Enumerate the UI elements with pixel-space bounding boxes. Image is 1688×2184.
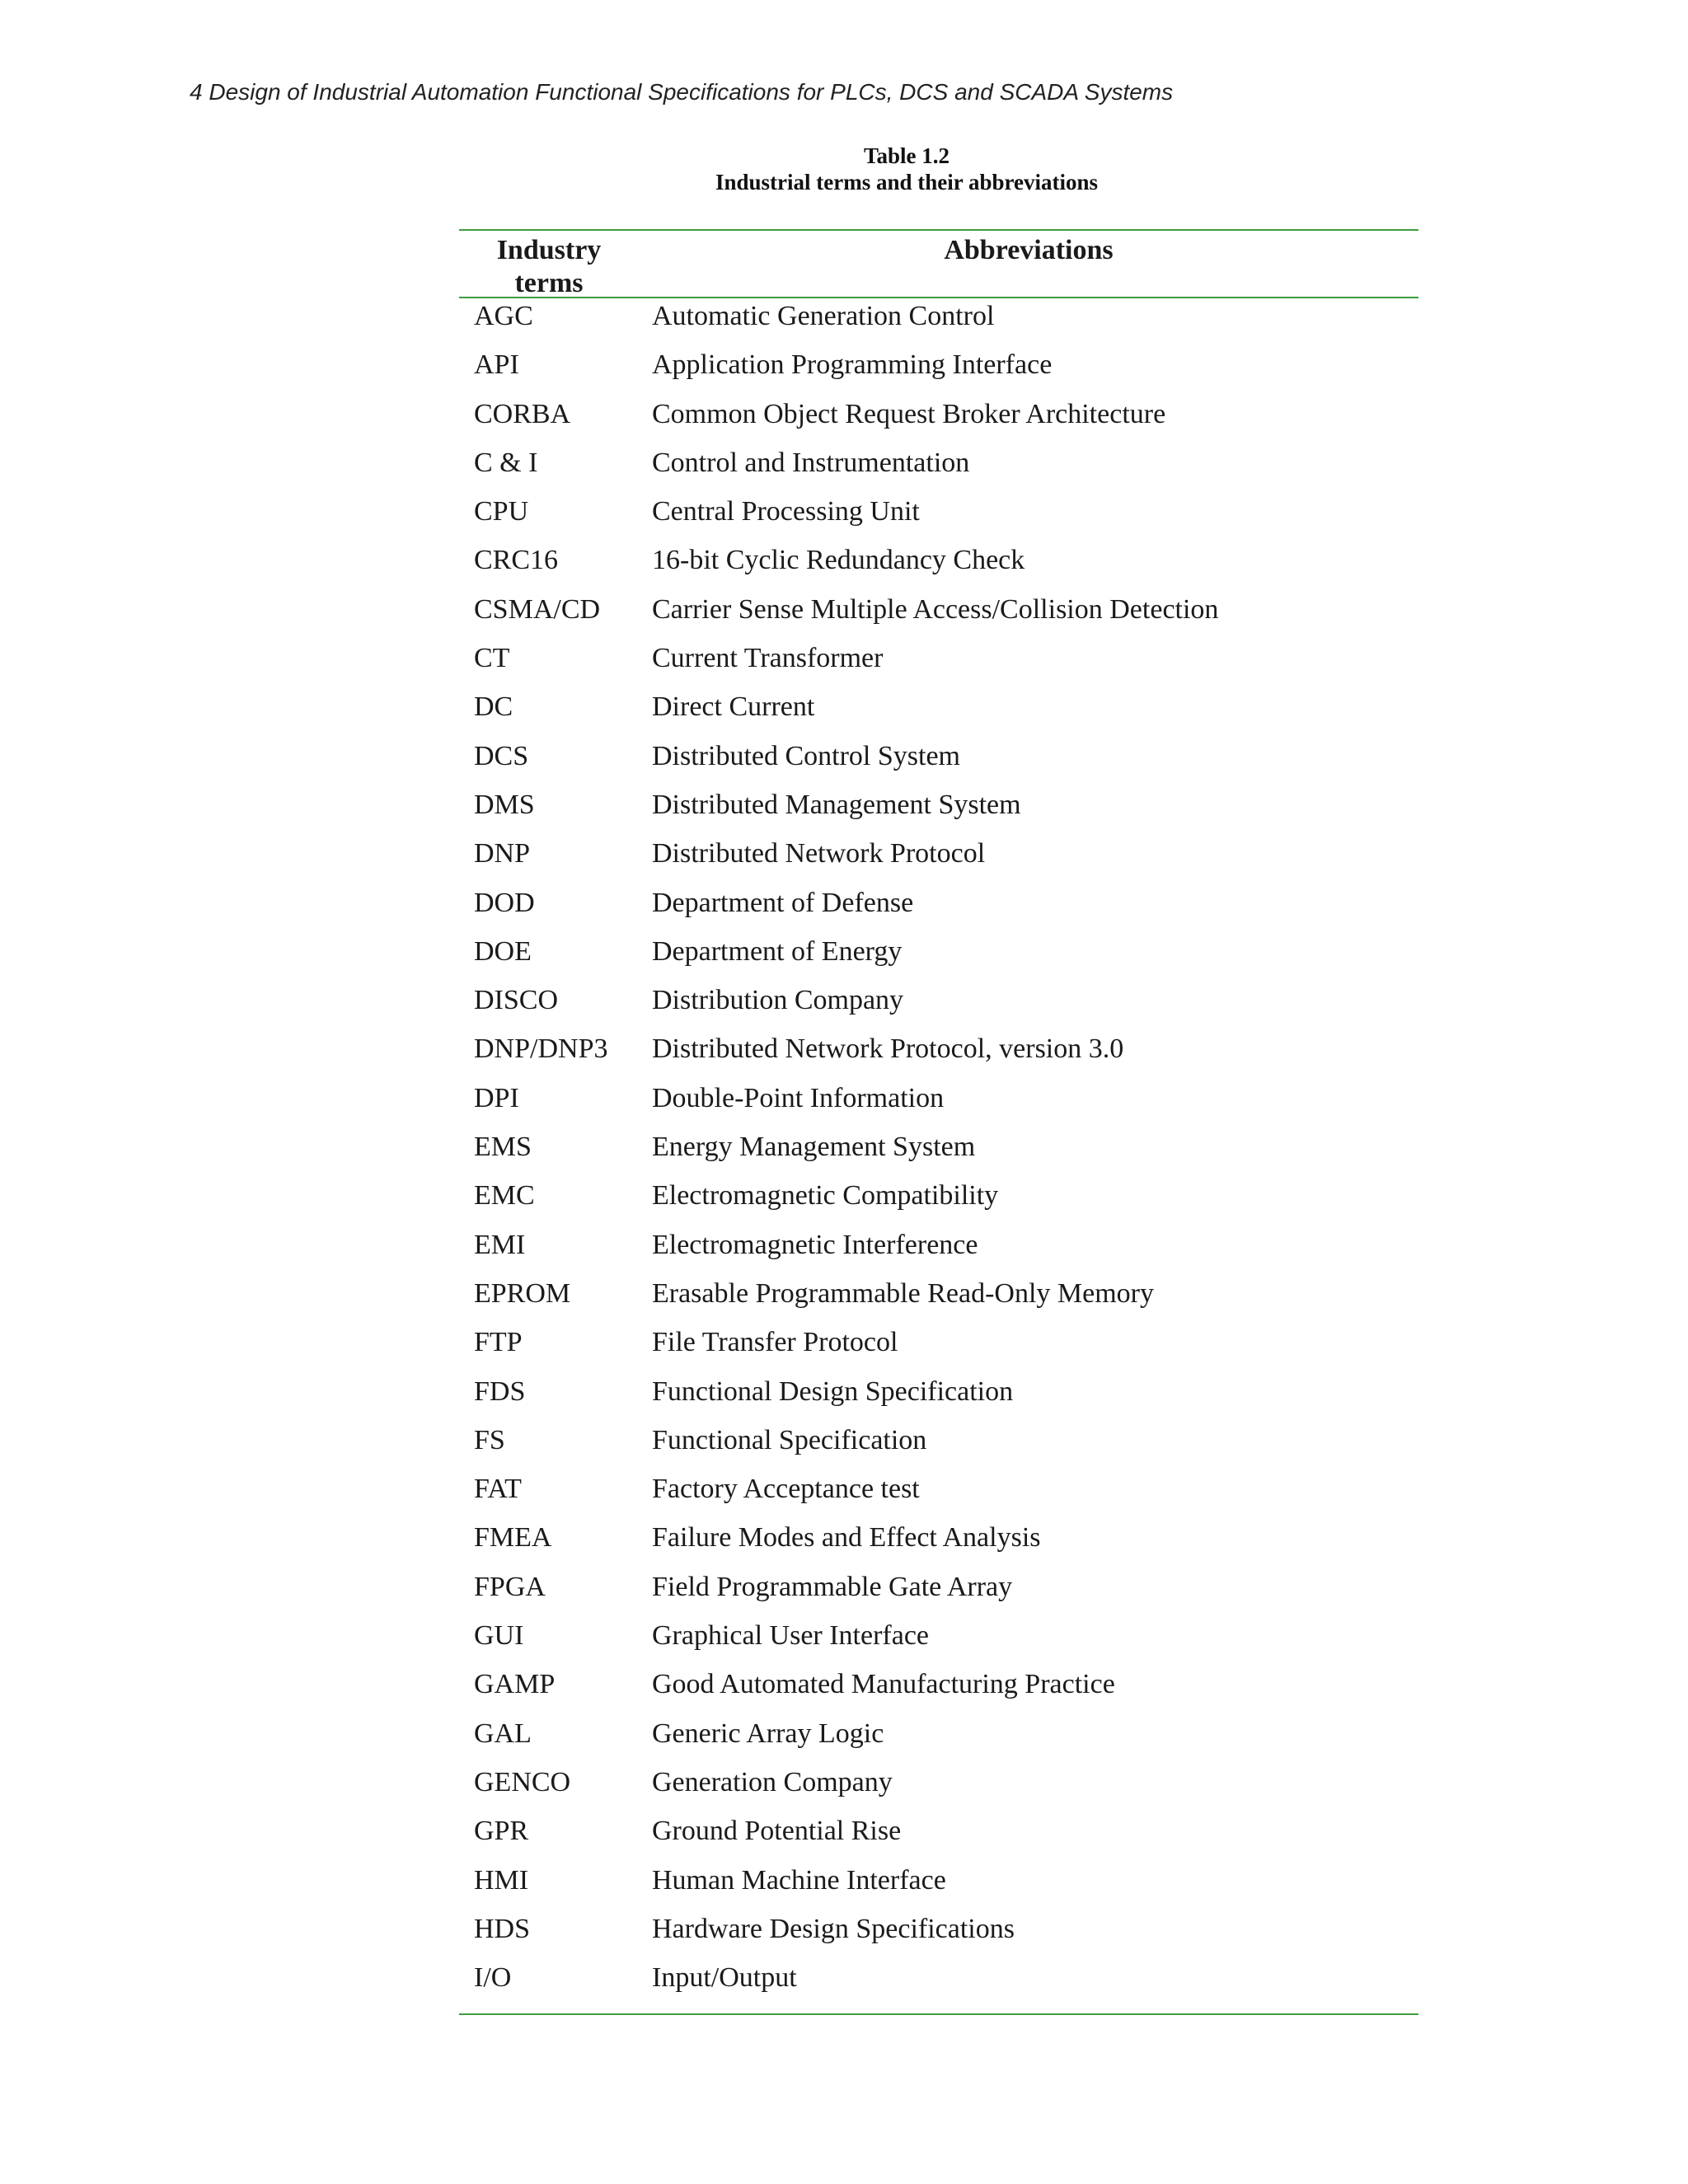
industry-term-cell: EMS bbox=[474, 1132, 532, 1163]
abbreviation-cell: Functional Design Specification bbox=[652, 1376, 1014, 1407]
abbreviation-cell: Energy Management System bbox=[652, 1132, 976, 1163]
table-row bbox=[459, 1178, 1418, 1226]
abbreviations-table bbox=[459, 229, 1418, 2015]
table-title: Industrial terms and their abbreviations bbox=[715, 170, 1099, 194]
table-row bbox=[459, 1960, 1418, 2008]
abbreviation-cell: Distribution Company bbox=[652, 985, 904, 1016]
industry-term-cell: GAMP bbox=[474, 1669, 556, 1700]
industry-term-cell: DMS bbox=[474, 789, 535, 820]
table-header bbox=[459, 231, 1418, 297]
abbreviation-cell: 16-bit Cyclic Redundancy Check bbox=[652, 545, 1025, 576]
industry-term-cell: GAL bbox=[474, 1718, 532, 1749]
table-row bbox=[459, 689, 1418, 738]
table-row bbox=[459, 640, 1418, 689]
industry-term-cell: CT bbox=[474, 643, 510, 674]
table-row bbox=[459, 1422, 1418, 1471]
table-row bbox=[459, 592, 1418, 640]
abbreviation-cell: Erasable Programmable Read-Only Memory bbox=[652, 1277, 1154, 1309]
table-row bbox=[459, 738, 1418, 787]
industry-term-cell: CORBA bbox=[474, 398, 571, 429]
table-row bbox=[459, 396, 1418, 445]
abbreviation-cell: Carrier Sense Multiple Access/Collision Detection bbox=[652, 593, 1219, 625]
table-row bbox=[459, 1618, 1418, 1666]
table-row bbox=[459, 542, 1418, 591]
industry-term-cell: EMI bbox=[474, 1229, 526, 1260]
abbreviation-cell: File Transfer Protocol bbox=[652, 1327, 898, 1358]
industry-term-cell: API bbox=[474, 349, 519, 381]
table-row bbox=[459, 1080, 1418, 1129]
abbreviation-cell: Functional Specification bbox=[652, 1424, 927, 1455]
industry-term-cell: GPR bbox=[474, 1816, 529, 1847]
abbreviation-cell: Department of Energy bbox=[652, 935, 903, 967]
table-row bbox=[459, 1129, 1418, 1178]
table-row bbox=[459, 1031, 1418, 1080]
table-row bbox=[459, 1716, 1418, 1765]
abbreviation-cell: Ground Potential Rise bbox=[652, 1816, 902, 1847]
abbreviation-cell: Hardware Design Specifications bbox=[652, 1913, 1015, 1944]
industry-term-cell: FPGA bbox=[474, 1571, 546, 1602]
industry-term-cell: CRC16 bbox=[474, 545, 559, 576]
industry-term-cell: DCS bbox=[474, 740, 529, 771]
industry-term-cell: DNP/DNP3 bbox=[474, 1033, 608, 1065]
table-row bbox=[459, 298, 1418, 347]
industry-term-cell: GUI bbox=[474, 1620, 524, 1652]
abbreviation-cell: Control and Instrumentation bbox=[652, 447, 970, 478]
abbreviation-cell: Electromagnetic Interference bbox=[652, 1229, 978, 1260]
abbreviation-cell: Central Processing Unit bbox=[652, 496, 920, 527]
header-industry-terms: Industry terms bbox=[496, 235, 602, 298]
industry-term-cell: CPU bbox=[474, 496, 529, 527]
table-bottom-rule bbox=[459, 2013, 1418, 2015]
header-abbreviations: Abbreviations bbox=[944, 235, 1114, 265]
industry-term-cell: CSMA/CD bbox=[474, 593, 601, 625]
table-row bbox=[459, 1227, 1418, 1276]
abbreviation-cell: Current Transformer bbox=[652, 643, 884, 674]
abbreviation-cell: Electromagnetic Compatibility bbox=[652, 1180, 999, 1212]
industry-term-cell: DPI bbox=[474, 1082, 519, 1113]
industry-term-cell: FDS bbox=[474, 1376, 526, 1407]
industry-term-cell: DOD bbox=[474, 887, 535, 918]
industry-term-cell: FMEA bbox=[474, 1522, 552, 1554]
table-number: Table 1.2 bbox=[863, 143, 950, 168]
table-row bbox=[459, 1520, 1418, 1568]
table-row bbox=[459, 1374, 1418, 1422]
table-body bbox=[459, 298, 1418, 2013]
table-row bbox=[459, 494, 1418, 542]
abbreviation-cell: Graphical User Interface bbox=[652, 1620, 930, 1652]
table-row bbox=[459, 982, 1418, 1031]
abbreviation-cell: Distributed Network Protocol, version 3.0 bbox=[652, 1033, 1124, 1065]
table-row bbox=[459, 1471, 1418, 1520]
abbreviation-cell: Direct Current bbox=[652, 691, 815, 723]
abbreviation-cell: Department of Defense bbox=[652, 887, 914, 918]
abbreviation-cell: Factory Acceptance test bbox=[652, 1474, 920, 1505]
industry-term-cell: DC bbox=[474, 691, 513, 723]
table-row bbox=[459, 1666, 1418, 1715]
abbreviation-cell: Field Programmable Gate Array bbox=[652, 1571, 1013, 1602]
table-row bbox=[459, 1276, 1418, 1324]
abbreviation-cell: Failure Modes and Effect Analysis bbox=[652, 1522, 1041, 1554]
abbreviation-cell: Application Programming Interface bbox=[652, 349, 1053, 381]
running-head: 4 Design of Industrial Automation Functional Specifications for PLCs, DCS and SCADA Systems bbox=[190, 79, 1174, 105]
table-row bbox=[459, 1765, 1418, 1813]
industry-term-cell: DNP bbox=[474, 838, 531, 869]
abbreviation-cell: Input/Output bbox=[652, 1962, 797, 1994]
abbreviation-cell: Double-Point Information bbox=[652, 1082, 945, 1113]
industry-term-cell: AGC bbox=[474, 301, 533, 331]
industry-term-cell: I/O bbox=[474, 1962, 512, 1994]
abbreviation-cell: Generation Company bbox=[652, 1766, 893, 1797]
industry-term-cell: C & I bbox=[474, 447, 538, 478]
abbreviation-cell: Distributed Management System bbox=[652, 789, 1021, 820]
table-row bbox=[459, 934, 1418, 982]
table-row bbox=[459, 1813, 1418, 1862]
table-row bbox=[459, 1324, 1418, 1373]
industry-term-cell: FTP bbox=[474, 1327, 523, 1358]
abbreviation-cell: Distributed Network Protocol bbox=[652, 838, 986, 869]
abbreviation-cell: Generic Array Logic bbox=[652, 1718, 884, 1749]
table-row bbox=[459, 885, 1418, 934]
industry-term-cell: FAT bbox=[474, 1474, 522, 1505]
table-row bbox=[459, 1863, 1418, 1911]
abbreviation-cell: Good Automated Manufacturing Practice bbox=[652, 1669, 1115, 1700]
abbreviation-cell: Automatic Generation Control bbox=[652, 301, 995, 331]
table-row bbox=[459, 1569, 1418, 1618]
abbreviation-cell: Human Machine Interface bbox=[652, 1864, 946, 1896]
industry-term-cell: HDS bbox=[474, 1913, 531, 1944]
industry-term-cell: DOE bbox=[474, 935, 532, 967]
table-row bbox=[459, 445, 1418, 494]
table-row bbox=[459, 347, 1418, 396]
table-row bbox=[459, 836, 1418, 884]
abbreviation-cell: Distributed Control System bbox=[652, 740, 960, 771]
industry-term-cell: GENCO bbox=[474, 1766, 571, 1797]
industry-term-cell: DISCO bbox=[474, 985, 559, 1016]
industry-term-cell: EPROM bbox=[474, 1277, 571, 1309]
industry-term-cell: EMC bbox=[474, 1180, 535, 1212]
industry-term-cell: FS bbox=[474, 1424, 505, 1455]
abbreviation-cell: Common Object Request Broker Architecture bbox=[652, 398, 1166, 429]
table-row bbox=[459, 787, 1418, 836]
industry-term-cell: HMI bbox=[474, 1864, 529, 1896]
table-row bbox=[459, 1911, 1418, 1960]
